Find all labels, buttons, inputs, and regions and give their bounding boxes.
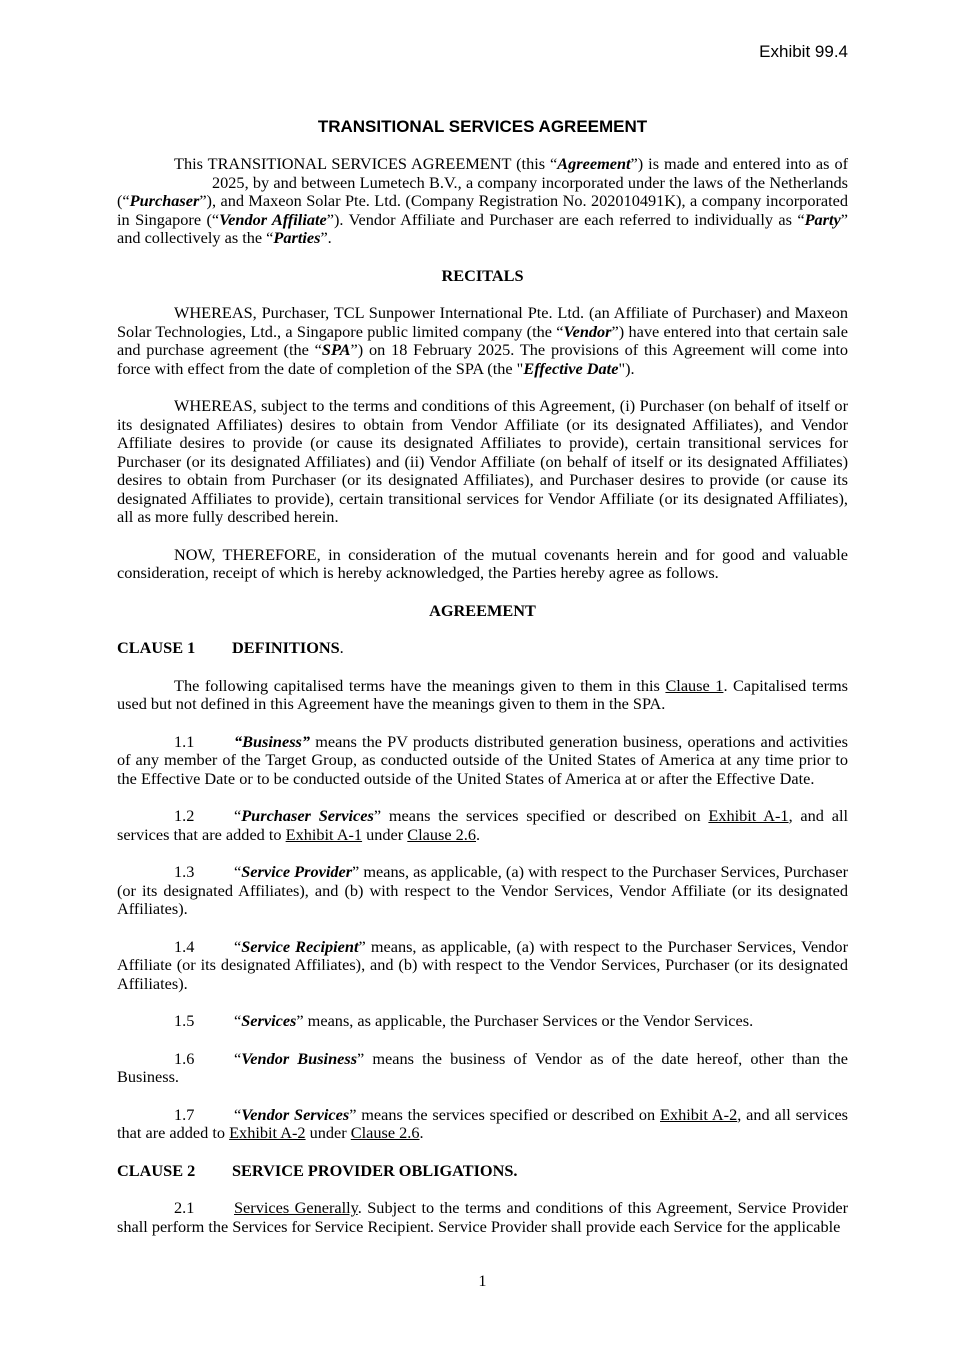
center-heading	[117, 267, 848, 286]
text-run: SPA	[321, 340, 351, 359]
text-run: , and all services that are added to	[117, 806, 849, 844]
text-run: ” and collectively as the “	[117, 209, 848, 247]
text-run: DEFINITIONS	[232, 638, 340, 657]
text-run: .	[419, 1123, 424, 1142]
page-number: 1	[478, 1271, 487, 1290]
text-run: ” means the services specified or described on	[373, 806, 709, 825]
text-run: ”) on 18 February 2025. The provisions of this Agreement will come into force with effect from the date of completion of the SPA (the "	[117, 340, 848, 378]
clause-heading	[117, 639, 848, 658]
clause-heading	[117, 1162, 848, 1181]
text-run: Purchaser Services	[241, 806, 374, 825]
text-run: 1.1	[174, 731, 195, 751]
paragraph	[117, 155, 848, 248]
paragraph	[117, 1012, 848, 1031]
text-run: NOW, THEREFORE, in consideration of the mutual covenants herein and for good and valuable consideration, receipt of which is hereby acknowledged, the Parties hereby agree as follows.	[117, 544, 848, 582]
text-run: 1.2	[174, 806, 195, 825]
text-run: ”). Vendor Affiliate and Purchaser are each referred to individually as “	[326, 209, 805, 229]
text-run: Vendor Business	[241, 1048, 358, 1068]
paragraph	[117, 863, 848, 919]
cross-reference: Clause 2.6	[350, 1123, 420, 1142]
text-run: ”) have entered into that certain sale and purchase agreement (the “	[117, 321, 848, 359]
text-run: .	[339, 638, 344, 657]
text-run: under	[305, 1123, 351, 1142]
document-content	[117, 0, 848, 1255]
text-run: Vendor	[563, 321, 612, 341]
text-run: “	[234, 1011, 242, 1030]
text-run: Parties	[273, 228, 321, 247]
text-run: “	[234, 1048, 242, 1068]
text-run: Purchaser	[129, 191, 200, 210]
text-run: CLAUSE 1	[117, 638, 196, 657]
text-run: ” means the services specified or described on	[349, 1104, 661, 1124]
text-run: ”.	[320, 228, 332, 247]
cross-reference: Exhibit A-1	[285, 824, 363, 844]
paragraph	[117, 677, 848, 714]
paragraph	[117, 807, 848, 844]
paragraph	[117, 1199, 848, 1236]
text-run: Party	[804, 209, 841, 229]
paragraph	[117, 304, 848, 378]
text-run: The following capitalised terms have the meanings given to them in this	[174, 675, 666, 695]
text-run: under	[362, 824, 408, 844]
paragraph	[117, 397, 848, 527]
paragraph	[117, 1050, 848, 1087]
text-run: . Subject to the terms and conditions of this Agreement, Service Provider shall perform the Services for Service Recipient. Service Provider shall provide each Service for the applicable	[117, 1198, 848, 1236]
text-run: “	[234, 936, 242, 956]
paragraph	[117, 938, 848, 994]
text-run: Services	[241, 1011, 297, 1030]
cross-reference: Clause 2.6	[407, 824, 477, 844]
cross-reference: Exhibit A-2	[660, 1104, 738, 1124]
text-run: . Capitalised terms used but not defined in this Agreement have the meanings given to them in the SPA.	[117, 675, 848, 713]
text-run: SERVICE PROVIDER OBLIGATIONS.	[232, 1160, 518, 1180]
text-run: 2.1	[174, 1198, 195, 1217]
text-run: Agreement	[557, 154, 631, 173]
text-run: ”), and Maxeon Solar Pte. Ltd. (Company Registration No. 202010491K), a company incorporated in Singapore (“	[117, 191, 848, 229]
text-run: 1.4	[174, 936, 195, 956]
text-run: Effective Date	[523, 358, 619, 378]
paragraph	[117, 546, 848, 583]
text-run: 1.5	[174, 1011, 195, 1030]
text-run: ").	[618, 358, 635, 378]
text-run: 1.3	[174, 862, 195, 881]
text-run: .	[476, 824, 481, 844]
text-run: 1.7	[174, 1104, 195, 1124]
text-run: means the PV products distributed generation business, operations and activities of any member of the Target Group, as conducted outside of the United States of America at any time prior to the Effective Date or to be conducted outside of the United States of America at or after the Effective Date.	[117, 731, 848, 788]
text-run: Vendor Affiliate	[219, 209, 327, 229]
text-run: “	[234, 1104, 242, 1124]
document-body	[117, 155, 848, 1236]
text-run: 2025, by and between Lumetech B.V., a company incorporated under the laws of the Netherlands (“	[117, 172, 848, 210]
text-run: WHEREAS, subject to the terms and conditions of this Agreement, (i) Purchaser (on behalf of itself or its designated Affiliates) desires to obtain from Vendor Affiliate (or its designated Affiliates), and Vendor Affiliate desires to provide (or cause its designated Affiliates to provide), certain transitional services for Purchaser (or its designated Affiliates) and (ii) Vendor Affiliate (on behalf of itself or its designated Affiliates) desires to obtain from Purchaser (or its designated Affiliates), and Purchaser desires to provide (or cause its designated Affiliates to provide), certain transitional services for Vendor Affiliate (or its designated Affiliates), all as more fully described herein.	[117, 396, 848, 526]
text-run: RECITALS	[441, 265, 524, 285]
cross-reference: Exhibit A-2	[229, 1123, 306, 1142]
exhibit-label: Exhibit 99.4	[759, 42, 848, 61]
text-run: Service Recipient	[241, 936, 359, 956]
text-run: “Business”	[234, 731, 311, 751]
text-run: WHEREAS, Purchaser, TCL Sunpower International Pte. Ltd. (an Affiliate of Purchaser) and Maxeon Solar Technologies, Ltd., a Singapore public limited company (the “	[117, 303, 848, 341]
text-run: ” means, as applicable, (a) with respect to the Purchaser Services, Vendor Affiliate (or its designated Affiliates), and (b) with respect to the Vendor Services, Purchaser (or its designated Affiliates).	[117, 936, 848, 993]
cross-reference: Exhibit A-1	[708, 806, 789, 825]
text-run: Vendor Services	[241, 1104, 350, 1124]
cross-reference: Clause 1	[665, 675, 724, 695]
text-run: , and all services that are added to	[117, 1104, 849, 1142]
paragraph	[117, 1106, 848, 1143]
text-run: ” means the business of Vendor as of the date hereof, other than the Business.	[117, 1048, 849, 1086]
text-run: Service Provider	[241, 862, 353, 881]
text-run: ”) is made and entered into as of	[630, 154, 849, 173]
paragraph	[117, 733, 848, 789]
text-run: 1.6	[174, 1048, 195, 1068]
document-title: TRANSITIONAL SERVICES AGREEMENT	[317, 117, 648, 136]
center-heading	[117, 602, 848, 621]
text-run: AGREEMENT	[429, 600, 536, 620]
text-run: ” means, as applicable, (a) with respect to the Purchaser Services, Purchaser (or its designated Affiliates), and (b) with respect to the Vendor Services, Vendor Affiliate (or its designated Affiliates).	[117, 862, 849, 918]
text-run: This TRANSITIONAL SERVICES AGREEMENT (this “	[174, 154, 558, 173]
text-run: “	[234, 862, 242, 881]
cross-reference: Services Generally	[234, 1198, 358, 1217]
text-run: “	[234, 806, 242, 825]
text-run: CLAUSE 2	[117, 1160, 196, 1180]
text-run: ” means, as applicable, the Purchaser Services or the Vendor Services.	[296, 1011, 754, 1030]
